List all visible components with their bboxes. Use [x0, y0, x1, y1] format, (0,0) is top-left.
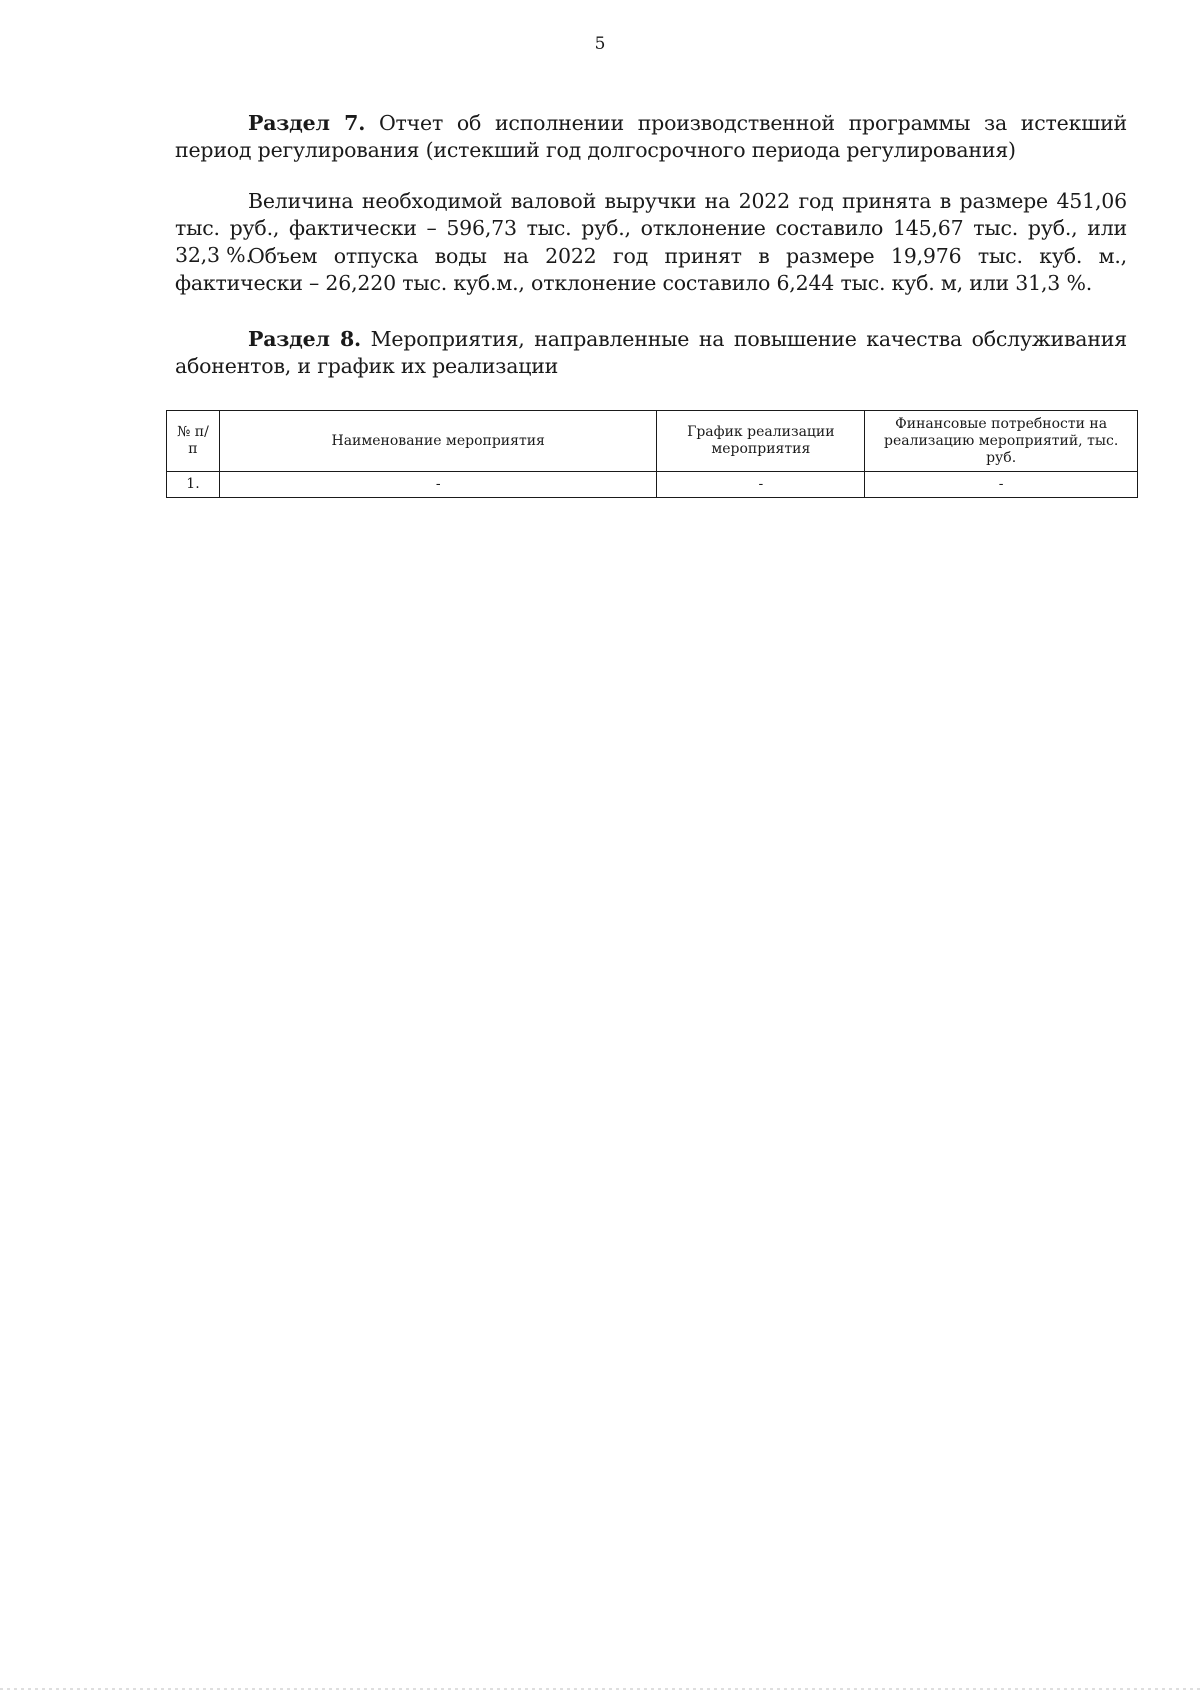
- revenue-text: Величина необходимой валовой выручки на 2022 год принята в размере 451,06 тыс. руб., фактически – 596,73 тыс. руб., отклонение составило 145,67 тыс. руб., или 32,3 %.: [175, 189, 1127, 267]
- cell-name: -: [219, 472, 656, 498]
- section-8-title: Мероприятия, направленные на повышение качества обслуживания абонентов, и график их реализации: [175, 327, 1127, 378]
- section-7-heading: [175, 110, 1127, 164]
- section-7-label: Раздел 7.: [248, 111, 366, 135]
- table-header-row: [167, 411, 1138, 472]
- water-volume-paragraph: [175, 243, 1127, 297]
- cell-finance: -: [865, 472, 1138, 498]
- section-8-heading: [175, 326, 1127, 380]
- section-8-label: Раздел 8.: [248, 327, 361, 351]
- cell-schedule: -: [657, 472, 865, 498]
- page-number: 5: [594, 34, 606, 54]
- header-schedule: График реализации мероприятия: [657, 411, 865, 472]
- table-row: [167, 472, 1138, 498]
- section-7-title: Отчет об исполнении производственной программы за истекший период регулирования (истекший год долгосрочного периода регулирования): [175, 111, 1127, 162]
- scan-edge-artifact: [0, 1688, 1200, 1690]
- header-finance: Финансовые потребности на реализацию мероприятий, тыс. руб.: [865, 411, 1138, 472]
- cell-num: 1.: [167, 472, 220, 498]
- water-volume-text: Объем отпуска воды на 2022 год принят в размере 19,976 тыс. куб. м., фактически – 26,220 тыс. куб.м., отклонение составило 6,244 тыс. куб. м, или 31,3 %.: [175, 244, 1127, 295]
- header-name: Наименование мероприятия: [219, 411, 656, 472]
- events-table: [166, 410, 1138, 498]
- header-num: № п/п: [167, 411, 220, 472]
